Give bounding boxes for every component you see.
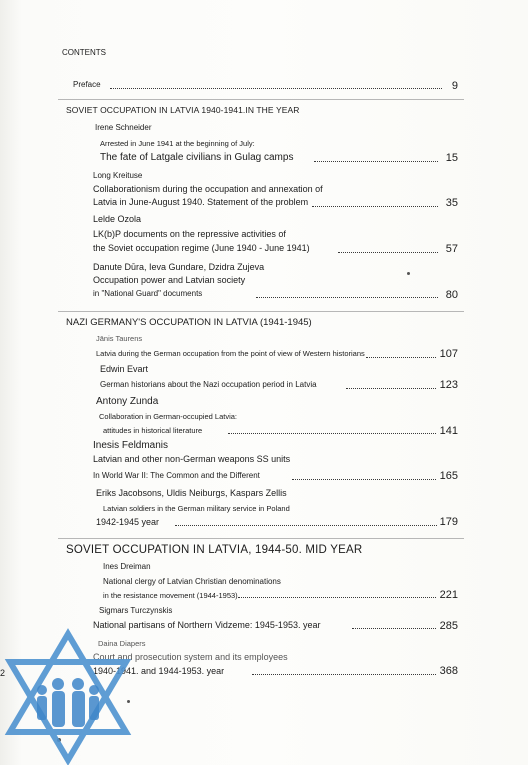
entry-page: 80 bbox=[445, 289, 458, 301]
entry-title: 1942-1945 year bbox=[96, 517, 160, 527]
entry-author: Irene Schneider bbox=[95, 123, 152, 132]
entry-author: Eriks Jacobsons, Uldis Neiburgs, Kaspars Zellis bbox=[96, 488, 287, 498]
leader-dots bbox=[346, 388, 436, 389]
entry-title: Occupation power and Latvian society bbox=[93, 275, 246, 285]
star-of-david-family-watermark bbox=[0, 628, 136, 765]
entry-author: Edwin Evart bbox=[100, 364, 149, 374]
entry-author: Ines Dreiman bbox=[103, 562, 151, 571]
leader-dots bbox=[366, 357, 436, 358]
entry-author: Lelde Ozola bbox=[93, 214, 142, 224]
entry-subtitle: Latvian soldiers in the German military service in Poland bbox=[103, 504, 290, 513]
entry-title: National clergy of Latvian Christian denominations bbox=[103, 577, 281, 586]
leader-dots bbox=[352, 628, 436, 629]
entry-subtitle: Collaboration in German-occupied Latvia: bbox=[99, 412, 237, 421]
entry-title: National partisans of Northern Vidzeme: 1945-1953. year bbox=[93, 620, 321, 630]
entry-title: 1940-1941. and 1944-1953. year bbox=[93, 666, 225, 676]
entry-page: 285 bbox=[439, 620, 458, 632]
preface-page: 9 bbox=[451, 80, 458, 92]
entry-page: 165 bbox=[439, 470, 458, 482]
leader-dots bbox=[228, 433, 436, 434]
entry-page: 141 bbox=[439, 425, 458, 437]
entry-title: The fate of Latgale civilians in Gulag camps bbox=[100, 152, 294, 163]
entry-subtitle: attitudes in historical literature bbox=[103, 426, 203, 435]
entry-page: 35 bbox=[445, 197, 458, 209]
entry-page: 57 bbox=[445, 243, 458, 255]
entry-title: the Soviet occupation regime (June 1940 - June 1941) bbox=[93, 243, 310, 253]
entry-title: Court and prosecution system and its employees bbox=[93, 652, 288, 662]
leader-dots bbox=[238, 597, 436, 598]
contents-heading: CONTENTS bbox=[62, 48, 106, 57]
leader-dots bbox=[314, 161, 438, 162]
section-divider bbox=[58, 311, 464, 312]
section-divider bbox=[58, 99, 464, 100]
entry-page: 368 bbox=[439, 665, 458, 677]
leader-dots bbox=[312, 206, 438, 207]
entry-title: LK(b)P documents on the repressive activities of bbox=[93, 229, 286, 239]
entry-subtitle: in the resistance movement (1944-1953) bbox=[103, 591, 238, 600]
entry-author: Jānis Taurens bbox=[96, 334, 143, 343]
leader-dots bbox=[110, 88, 442, 89]
section-title: SOVIET OCCUPATION IN LATVIA, 1944-50. MID YEAR bbox=[66, 544, 363, 556]
entry-author: Long Kreituse bbox=[93, 171, 143, 180]
entry-page: 107 bbox=[439, 348, 458, 360]
entry-author: Sigmars Turczynskis bbox=[99, 606, 173, 615]
entry-page: 179 bbox=[439, 516, 458, 528]
entry-title: Latvia in June-August 1940. Statement of the problem bbox=[93, 197, 309, 207]
entry-author: Inesis Feldmanis bbox=[93, 440, 169, 451]
leader-dots bbox=[292, 479, 436, 480]
entry-author: Danute Dūra, Ieva Gundare, Dzidra Zujeva bbox=[93, 262, 265, 272]
leader-dots bbox=[256, 297, 438, 298]
section-title: NAZI GERMANY'S OCCUPATION IN LATVIA (1941-1945) bbox=[66, 317, 312, 328]
entry-title: in "National Guard" documents bbox=[93, 289, 203, 298]
margin-page-number: 2 bbox=[0, 668, 6, 678]
entry-subtitle: Arrested in June 1941 at the beginning of July: bbox=[100, 139, 255, 148]
leader-dots bbox=[252, 674, 436, 675]
scan-speck bbox=[407, 272, 410, 275]
entry-title: Latvian and other non-German weapons SS units bbox=[93, 454, 291, 464]
leader-dots bbox=[338, 252, 438, 253]
entry-title: Collaborationism during the occupation and annexation of bbox=[93, 184, 323, 194]
preface-title: Preface bbox=[73, 80, 101, 89]
leader-dots bbox=[175, 525, 437, 526]
entry-author: Daina Diapers bbox=[98, 639, 146, 648]
section-divider bbox=[58, 538, 464, 539]
entry-title: Latvia during the German occupation from the point of view of Western historians bbox=[96, 349, 365, 358]
entry-title: In World War II: The Common and the Different bbox=[93, 471, 260, 480]
entry-page: 123 bbox=[439, 379, 458, 391]
entry-author: Antony Zunda bbox=[96, 396, 159, 407]
section-title: SOVIET OCCUPATION IN LATVIA 1940-1941.IN THE YEAR bbox=[66, 105, 300, 115]
entry-page: 15 bbox=[445, 152, 458, 164]
entry-page: 221 bbox=[439, 589, 458, 601]
entry-title: German historians about the Nazi occupation period in Latvia bbox=[100, 380, 317, 389]
